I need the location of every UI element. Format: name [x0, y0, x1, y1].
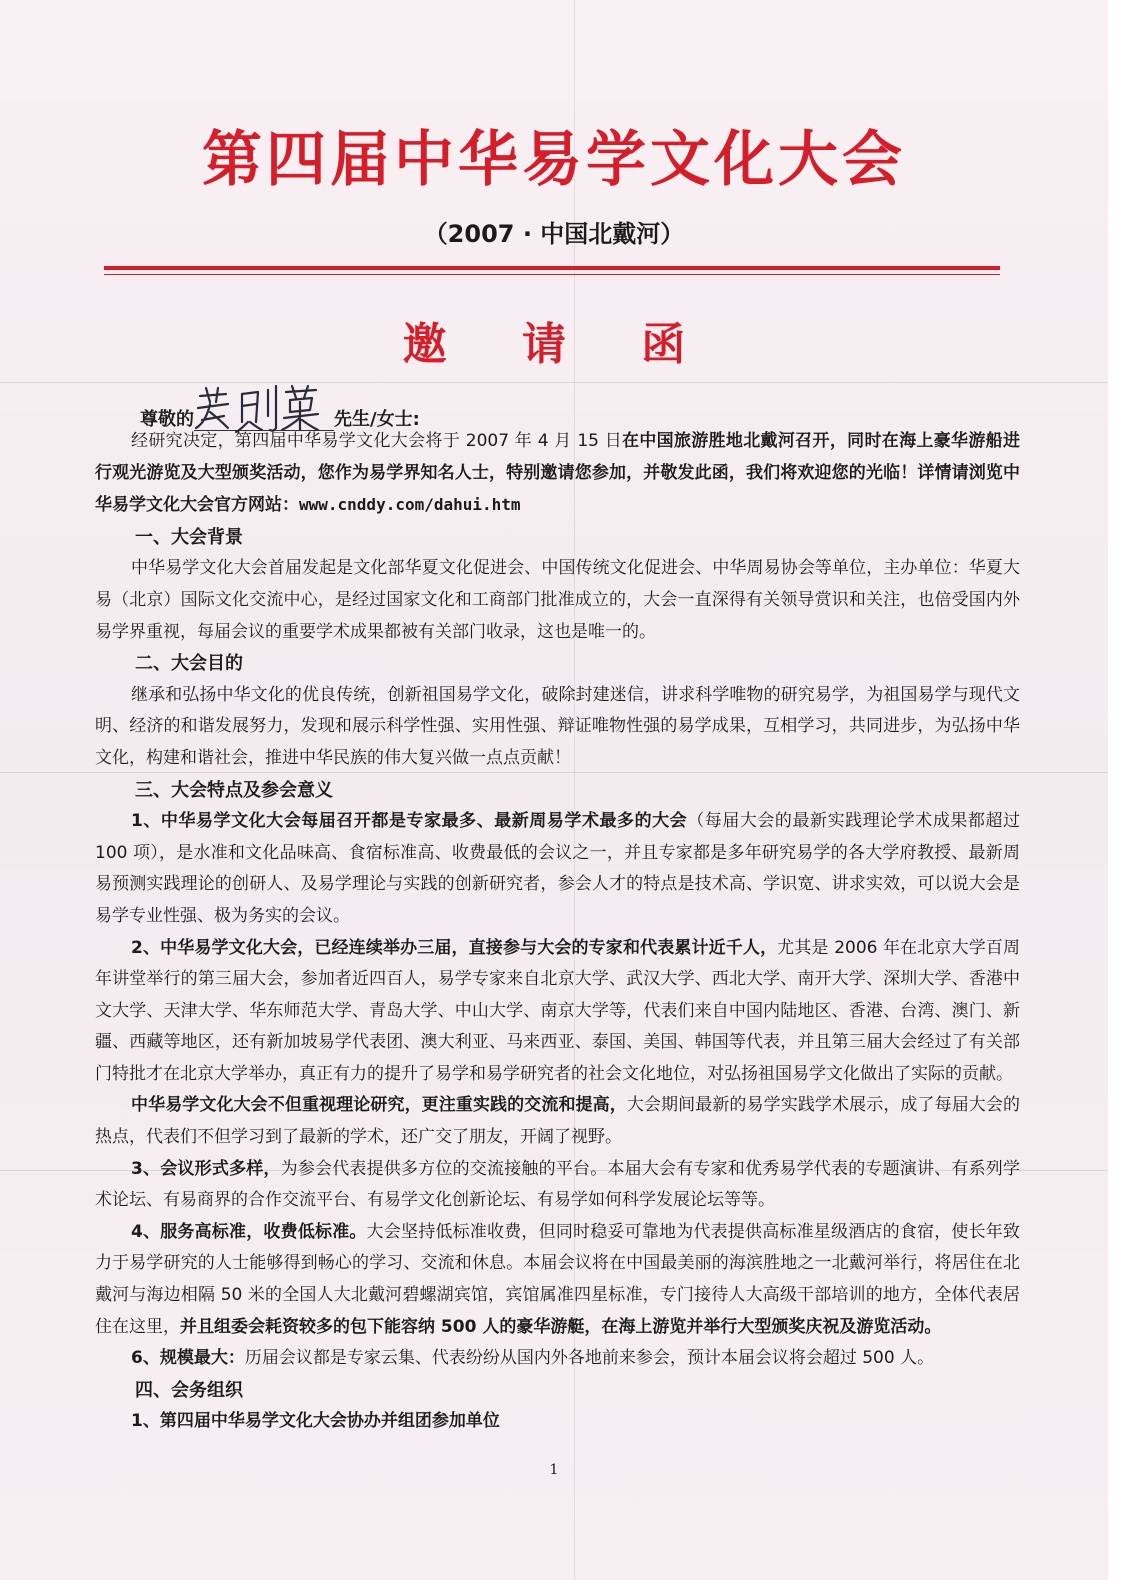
- feature-item-4: [95, 1217, 1020, 1343]
- feature-item-2-text: 尤其是 2006 年在北京大学百周年讲堂举行的第三届大会，参加者近四百人，易学专家来自北京大学、武汉大学、西北大学、南开大学、深圳大学、香港中文大学、天津大学、华东师范大学、青岛大学、中山大学、南京大学等，代表们来自中国内陆地区、香港、台湾、澳门、新疆、西藏等地区，还有新加坡易学代表团、澳大利亚、马来西亚、泰国、美国、韩国等代表，并且第三届大会经过了有关部门特批才在北京大学举办，真正有力的提升了易学和易学研究者的社会文化地位，对弘扬祖国易学文化做出了实际的贡献。: [95, 937, 1020, 1084]
- letter-body: [95, 426, 1020, 1438]
- feature-item-6-lead: 6、规模最大：: [131, 1348, 245, 1369]
- page-number: 1: [549, 1462, 559, 1478]
- salutation-prefix: 尊敬的: [140, 409, 194, 430]
- purpose-paragraph: 继承和弘扬中华文化的优良传统，创新祖国易学文化，破除封建迷信，讲求科学唯物的研究易学，为祖国易学与现代文明、经济的和谐发展努力，发现和展示科学性强、实用性强、辩证唯物性强的易学成果，互相学习，共同进步，为弘扬中华文化，构建和谐社会，推进中华民族的伟大复兴做一点点贡献！: [95, 684, 1020, 768]
- intro-text-bold: 在中国旅游胜地北戴河召开，同时在海上豪华游船进行观光游览及大型颁奖活动，您作为易学界知名人士，特别邀请您参加，并敬发此函，我们将欢迎您的光临！详情请浏览中华易学文化大会官方网站：: [95, 431, 1020, 516]
- feature-item-6: [95, 1343, 1020, 1375]
- feature-item-4-lead: 4、服务高标准，收费低标准。: [131, 1221, 367, 1242]
- feature-item-4-text: 大会坚持低标准收费，但同时稳妥可靠地为代表提供高标准星级酒店的食宿，使长年致力于易学研究的人士能够得到畅心的学习、交流和休息。本届会议将在中国最美丽的海滨胜地之一北戴河举行，将居住在北戴河与海边相隔 50 米的全国人大北戴河碧螺湖宾馆，宾馆属准四星标准，专门接待人大高级干部培训的地方，全体代表居住在这里，: [95, 1221, 1021, 1337]
- feature-practice-text: 大会期间最新的易学实践学术展示，成了每届大会的热点，代表们不但学习到了最新的学术，还广交了朋友，开阔了视野。: [95, 1095, 1020, 1148]
- feature-item-1: [95, 806, 1020, 932]
- feature-item-3-text: 为参会代表提供多方位的交流接触的平台。本届大会有专家和优秀易学代表的专题演讲、有系列学术论坛、有易商界的合作交流平台、有易学文化创新论坛、有易学如何科学发展论坛等等。: [95, 1158, 1020, 1211]
- organization-item-1: 1、第四届中华易学文化大会协办并组团参加单位: [131, 1411, 500, 1432]
- feature-item-1-lead: 1、中华易学文化大会每届召开都是专家最多、最新周易学术最多的大会: [131, 811, 688, 832]
- section-heading-purpose: 二、大会目的: [135, 653, 243, 675]
- section-heading-organization: 四、会务组织: [135, 1379, 243, 1401]
- feature-item-4-yacht: 并且组委会耗资较多的包下能容纳 500 人的豪华游艇，在海上游览并举行大型颁奖庆祝及游览活动。: [180, 1316, 942, 1337]
- feature-item-3-lead: 3、会议形式多样，: [131, 1158, 281, 1179]
- salutation-suffix: 先生/女士:: [334, 409, 420, 430]
- document-heading: 邀 请 函: [402, 319, 716, 370]
- feature-practice-lead: 中华易学文化大会不但重视理论研究，更注重实践的交流和提高，: [131, 1095, 627, 1116]
- conference-title: 第四届中华易学文化大会: [202, 125, 906, 195]
- scan-margin: [1108, 0, 1148, 1580]
- feature-item-3: [95, 1154, 1020, 1217]
- feature-item-2-lead: 2、中华易学文化大会，已经连续举办三届，直接参与大会的专家和代表累计近千人，: [131, 937, 778, 958]
- feature-item-6-text: 历届会议都是专家云集、代表纷纷从国内外各地前来参会，预计本届会议将会超过 500 人。: [244, 1348, 935, 1369]
- section-heading-features: 三、大会特点及参会意义: [135, 779, 333, 801]
- background-paragraph: 中华易学文化大会首届发起是文化部华夏文化促进会、中国传统文化促进会、中华周易协会等单位，主办单位：华夏大易（北京）国际文化交流中心，是经过国家文化和工商部门批准成立的，大会一直深得有关领导赏识和关注，也倍受国内外易学界重视，每届会议的重要学术成果都被有关部门收录，这也是唯一的。: [95, 558, 1020, 642]
- conference-subtitle: （2007 · 中国北戴河）: [423, 220, 685, 248]
- header-divider-thin: [104, 274, 1000, 275]
- official-website-url: www.cnddy.com/dahui.htm: [299, 495, 521, 515]
- feature-item-2: [95, 933, 1020, 1091]
- intro-text: 经研究决定，第四届中华易学文化大会将于 2007 年 4 月 15 日: [131, 431, 623, 451]
- feature-item-1-text: （每届大会的最新实践理论学术成果都超过 100 项），是水准和文化品味高、食宿标准高、收费最低的会议之一，并且专家都是多年研究易学的各大学府教授、最新周易预测实践理论的创研人、及易学理论与实践的创新研究者，参会人才的特点是技术高、学识宽、讲求实效，可以说大会是易学专业性强、极为务实的会议。: [95, 811, 1021, 926]
- intro-paragraph: [95, 426, 1020, 522]
- section-heading-background: 一、大会背景: [135, 526, 243, 548]
- header-divider-thick: [104, 266, 1000, 270]
- feature-paragraph-practice: [95, 1090, 1020, 1153]
